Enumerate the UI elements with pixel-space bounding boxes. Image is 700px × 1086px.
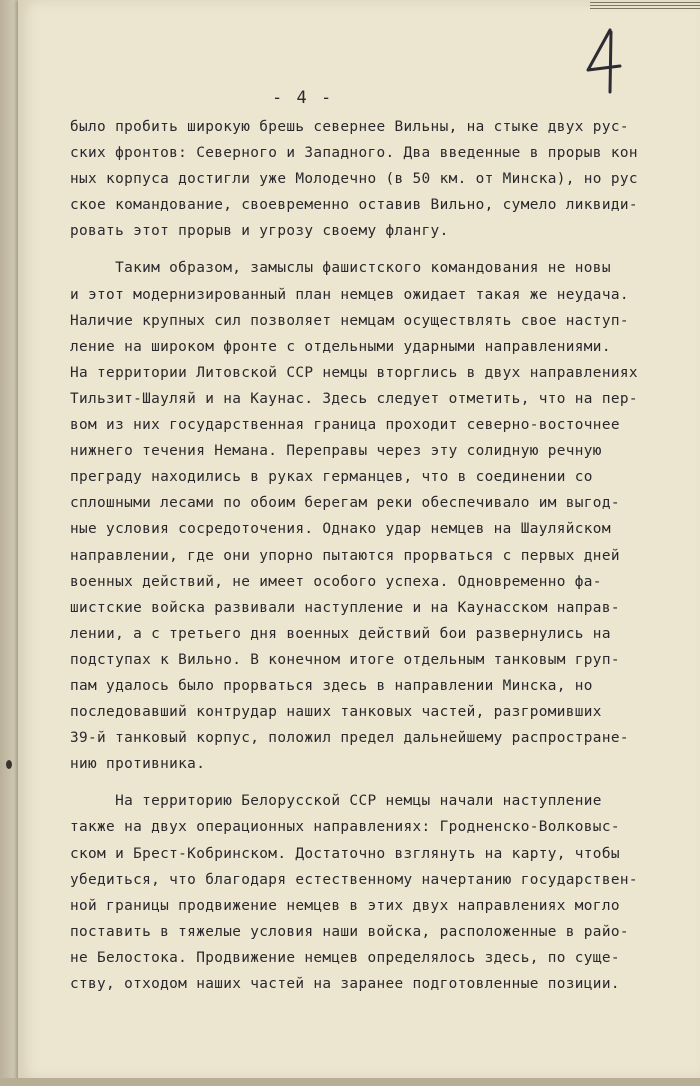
- text-line: ные условия сосредоточения. Однако удар немцев на Шауляйском: [70, 521, 611, 538]
- text-line: На территорию Белорусской ССР немцы начали наступление: [70, 793, 602, 810]
- text-line: подступах к Вильно. В конечном итоге отдельным танковым груп-: [70, 651, 620, 668]
- text-line: лении, а с третьего дня военных действий бои развернулись на: [70, 625, 611, 642]
- text-line: шистские войска развивали наступление и на Каунасском направ-: [70, 599, 620, 616]
- text-line: направлении, где они упорно пытаются прорваться с первых дней: [70, 547, 620, 564]
- handwritten-page-number: [580, 26, 626, 96]
- text-line: Наличие крупных сил позволяет немцам осуществлять свое наступ-: [70, 312, 629, 329]
- text-line: было пробить широкую брешь севернее Вильны, на стыке двух рус-: [70, 119, 629, 135]
- text-line: и этот модернизированный план немцев ожидает такая же неудача.: [70, 286, 629, 303]
- text-line: также на двух операционных направлениях: Гродненско-Волковыс-: [70, 819, 620, 836]
- text-line: ству, отходом наших частей на заранее подготовленные позиции.: [70, 976, 620, 992]
- text-line: нижнего течения Немана. Переправы через эту солидную речную: [70, 443, 602, 460]
- paragraph: [70, 255, 680, 777]
- text-line: сплошными лесами по обоим берегам реки обеспечивало им выгод-: [70, 495, 620, 512]
- text-line: ных корпуса достигли уже Молодечно (в 50 км. от Минска), но рус: [70, 171, 638, 188]
- text-line: военных действий, не имеет особого успеха. Одновременно фа-: [70, 573, 602, 590]
- text-line: ровать этот прорыв и угрозу своему флангу.: [70, 223, 449, 240]
- text-line: не Белостока. Продвижение немцев определялось здесь, по суще-: [70, 949, 620, 966]
- text-line: ной границы продвижение немцев в этих двух направлениях могло: [70, 897, 620, 914]
- text-line: нию противника.: [70, 756, 206, 773]
- left-page-edge: [0, 0, 18, 1086]
- bottom-page-edge: [0, 1078, 700, 1086]
- text-line: пам удалось было прорваться здесь в направлении Минска, но: [70, 677, 593, 694]
- paragraph: [70, 788, 680, 997]
- paragraph: [70, 114, 680, 244]
- document-body: [70, 114, 680, 997]
- text-line: ском и Брест-Кобринском. Достаточно взглянуть на карту, чтобы: [70, 845, 620, 862]
- text-line: Таким образом, замыслы фашистского командования не новы: [70, 260, 611, 277]
- text-line: ских фронтов: Северного и Западного. Два введенные в прорыв кон: [70, 145, 638, 162]
- text-line: преграду находились в руках германцев, что в соединении со: [70, 469, 593, 486]
- text-line: ление на широком фронте с отдельными ударными направлениями.: [70, 338, 611, 355]
- text-line: На территории Литовской ССР немцы вторглись в двух направлениях: [70, 364, 638, 381]
- text-line: убедиться, что благодаря естественному начертанию государствен-: [70, 871, 638, 888]
- text-line: Тильзит-Шауляй и на Каунас. Здесь следует отметить, что на пер-: [70, 390, 638, 407]
- text-line: вом из них государственная граница проходит северно-восточнее: [70, 417, 620, 434]
- text-line: ское командование, своевременно оставив Вильно, сумело ликвиди-: [70, 197, 638, 214]
- binding-hole-icon: [6, 760, 12, 769]
- page-number: - 4 -: [272, 88, 334, 108]
- text-line: поставить в тяжелые условия наши войска, расположенные в райо-: [70, 923, 629, 940]
- text-line: 39-й танковый корпус, положил предел дальнейшему распростране-: [70, 730, 629, 747]
- text-line: последовавший контрудар наших танковых частей, разгромивших: [70, 704, 602, 721]
- stacked-pages-edge: [590, 0, 700, 10]
